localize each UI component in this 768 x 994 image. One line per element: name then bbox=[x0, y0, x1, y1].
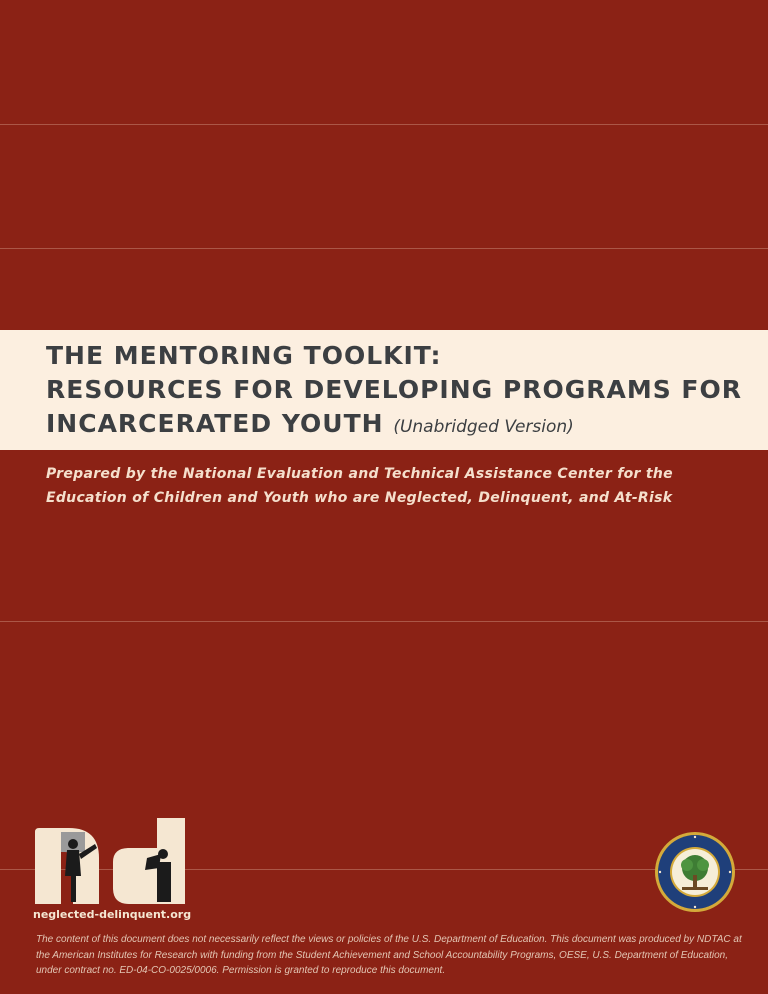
logo-url: neglected-delinquent.org bbox=[33, 908, 192, 921]
divider-line bbox=[0, 248, 768, 249]
nd-logo bbox=[33, 818, 193, 922]
title-line-3: INCARCERATED YOUTH bbox=[46, 409, 384, 438]
title-line-1: THE MENTORING TOOLKIT: bbox=[46, 341, 442, 370]
title-line-2: RESOURCES FOR DEVELOPING PROGRAMS FOR bbox=[46, 375, 742, 404]
department-of-education-seal bbox=[654, 831, 736, 913]
disclaimer-text: The content of this document does not necessarily reflect the views or policies of the U.S. Department of Education. This document was produced by NDTAC at the American Institutes for Research with funding from the Student Achievement and School Accountability Programs, OESE, U.S. Department of Education, under contract no. ED-04-CO-0025/0006. Permission is granted to reproduce this document. bbox=[36, 934, 742, 976]
nd-logo-mark bbox=[33, 818, 193, 908]
title-version: (Unabridged Version) bbox=[393, 417, 574, 437]
page-title bbox=[46, 339, 742, 444]
divider-line bbox=[0, 124, 768, 125]
prepared-by-text: Prepared by the National Evaluation and Technical Assistance Center for the Education of Children and Youth who are Neglected, Delinquent, and At-Risk bbox=[46, 466, 673, 506]
divider-line bbox=[0, 621, 768, 622]
